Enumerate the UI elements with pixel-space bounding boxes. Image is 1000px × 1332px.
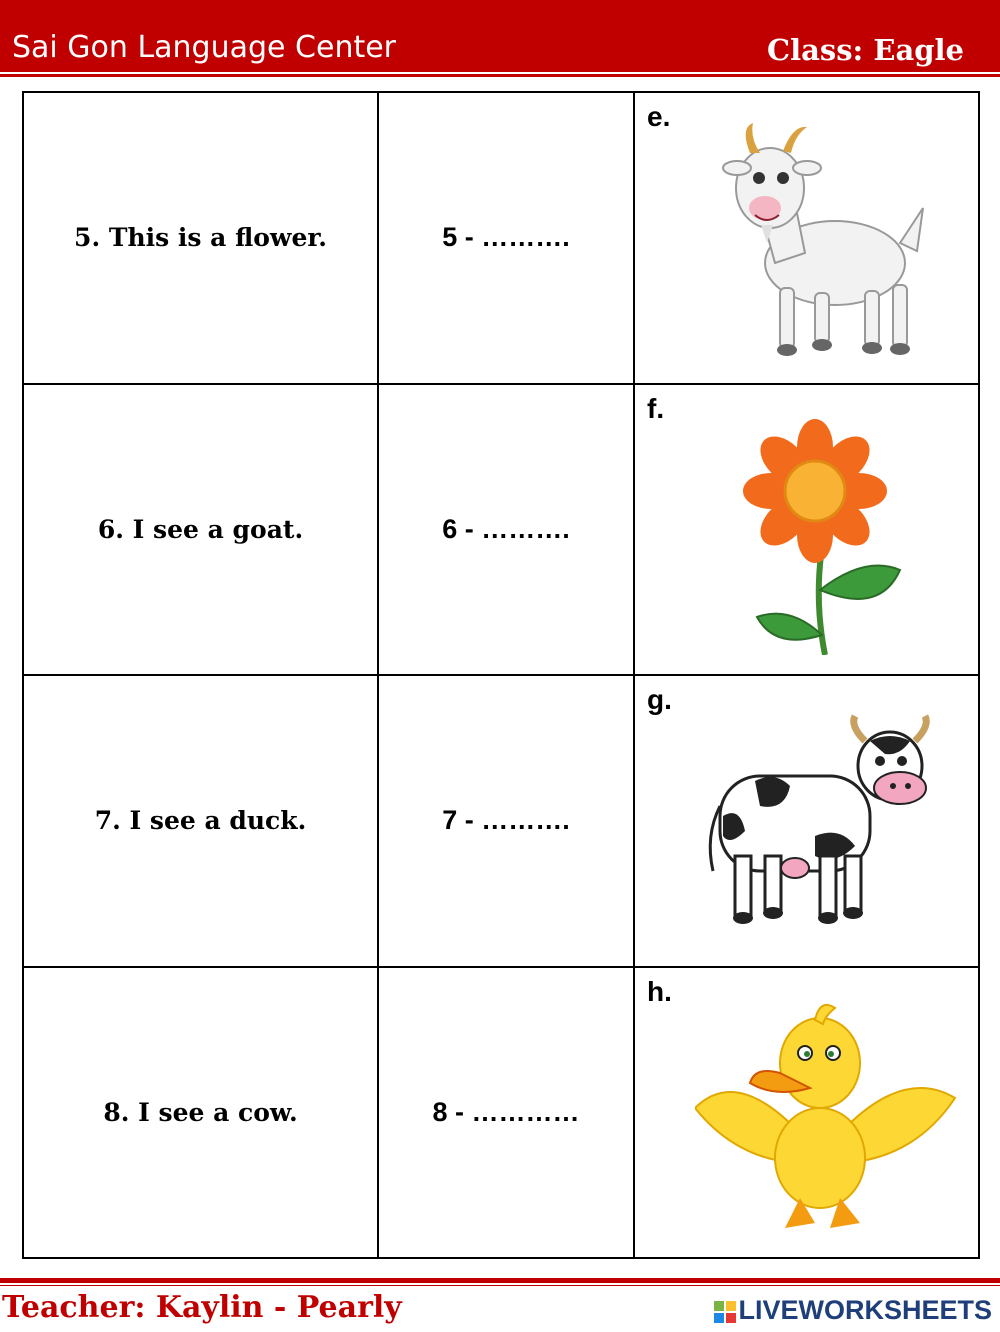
picture-cell: [634, 967, 979, 1259]
liveworksheets-brand[interactable]: [714, 1295, 992, 1326]
picture-cell: [634, 675, 979, 967]
sentence-cell: 5. This is a flower.: [23, 92, 378, 384]
table-row: [23, 675, 979, 967]
footer-rule: [0, 1278, 1000, 1283]
picture-cell: [634, 384, 979, 676]
answer-blank[interactable]: 6 - ……….: [378, 384, 634, 676]
class-label: Class: Eagle: [767, 33, 964, 67]
picture-letter: h.: [647, 975, 672, 1007]
header-underline: [0, 74, 1000, 77]
sentence-cell: 6. I see a goat.: [23, 384, 378, 676]
sentence-cell: 7. I see a duck.: [23, 675, 378, 967]
picture-letter: f.: [647, 392, 665, 424]
table-row: [23, 967, 979, 1259]
table-row: [23, 384, 979, 676]
duck-image: [695, 988, 965, 1238]
cow-image: [695, 696, 945, 946]
answer-blank[interactable]: 7 - ……….: [378, 675, 634, 967]
teacher-name: Teacher: Kaylin - Pearly: [2, 1290, 402, 1325]
footer-rule-thin: [0, 1285, 1000, 1286]
sentence-cell: 8. I see a cow.: [23, 967, 378, 1259]
brand-text: LIVEWORKSHEETS: [738, 1295, 992, 1325]
worksheet-table: [22, 91, 980, 1259]
flower-image: [695, 405, 945, 655]
picture-letter: e.: [647, 101, 671, 132]
answer-blank[interactable]: 8 - …………: [378, 967, 634, 1259]
table-row: [23, 92, 979, 384]
answer-blank[interactable]: 5 - ……….: [378, 92, 634, 384]
liveworksheets-logo-icon: [714, 1301, 736, 1323]
picture-cell: [634, 92, 979, 384]
goat-image: [695, 113, 945, 363]
picture-letter: g.: [647, 684, 672, 715]
center-name: Sai Gon Language Center: [12, 30, 397, 65]
